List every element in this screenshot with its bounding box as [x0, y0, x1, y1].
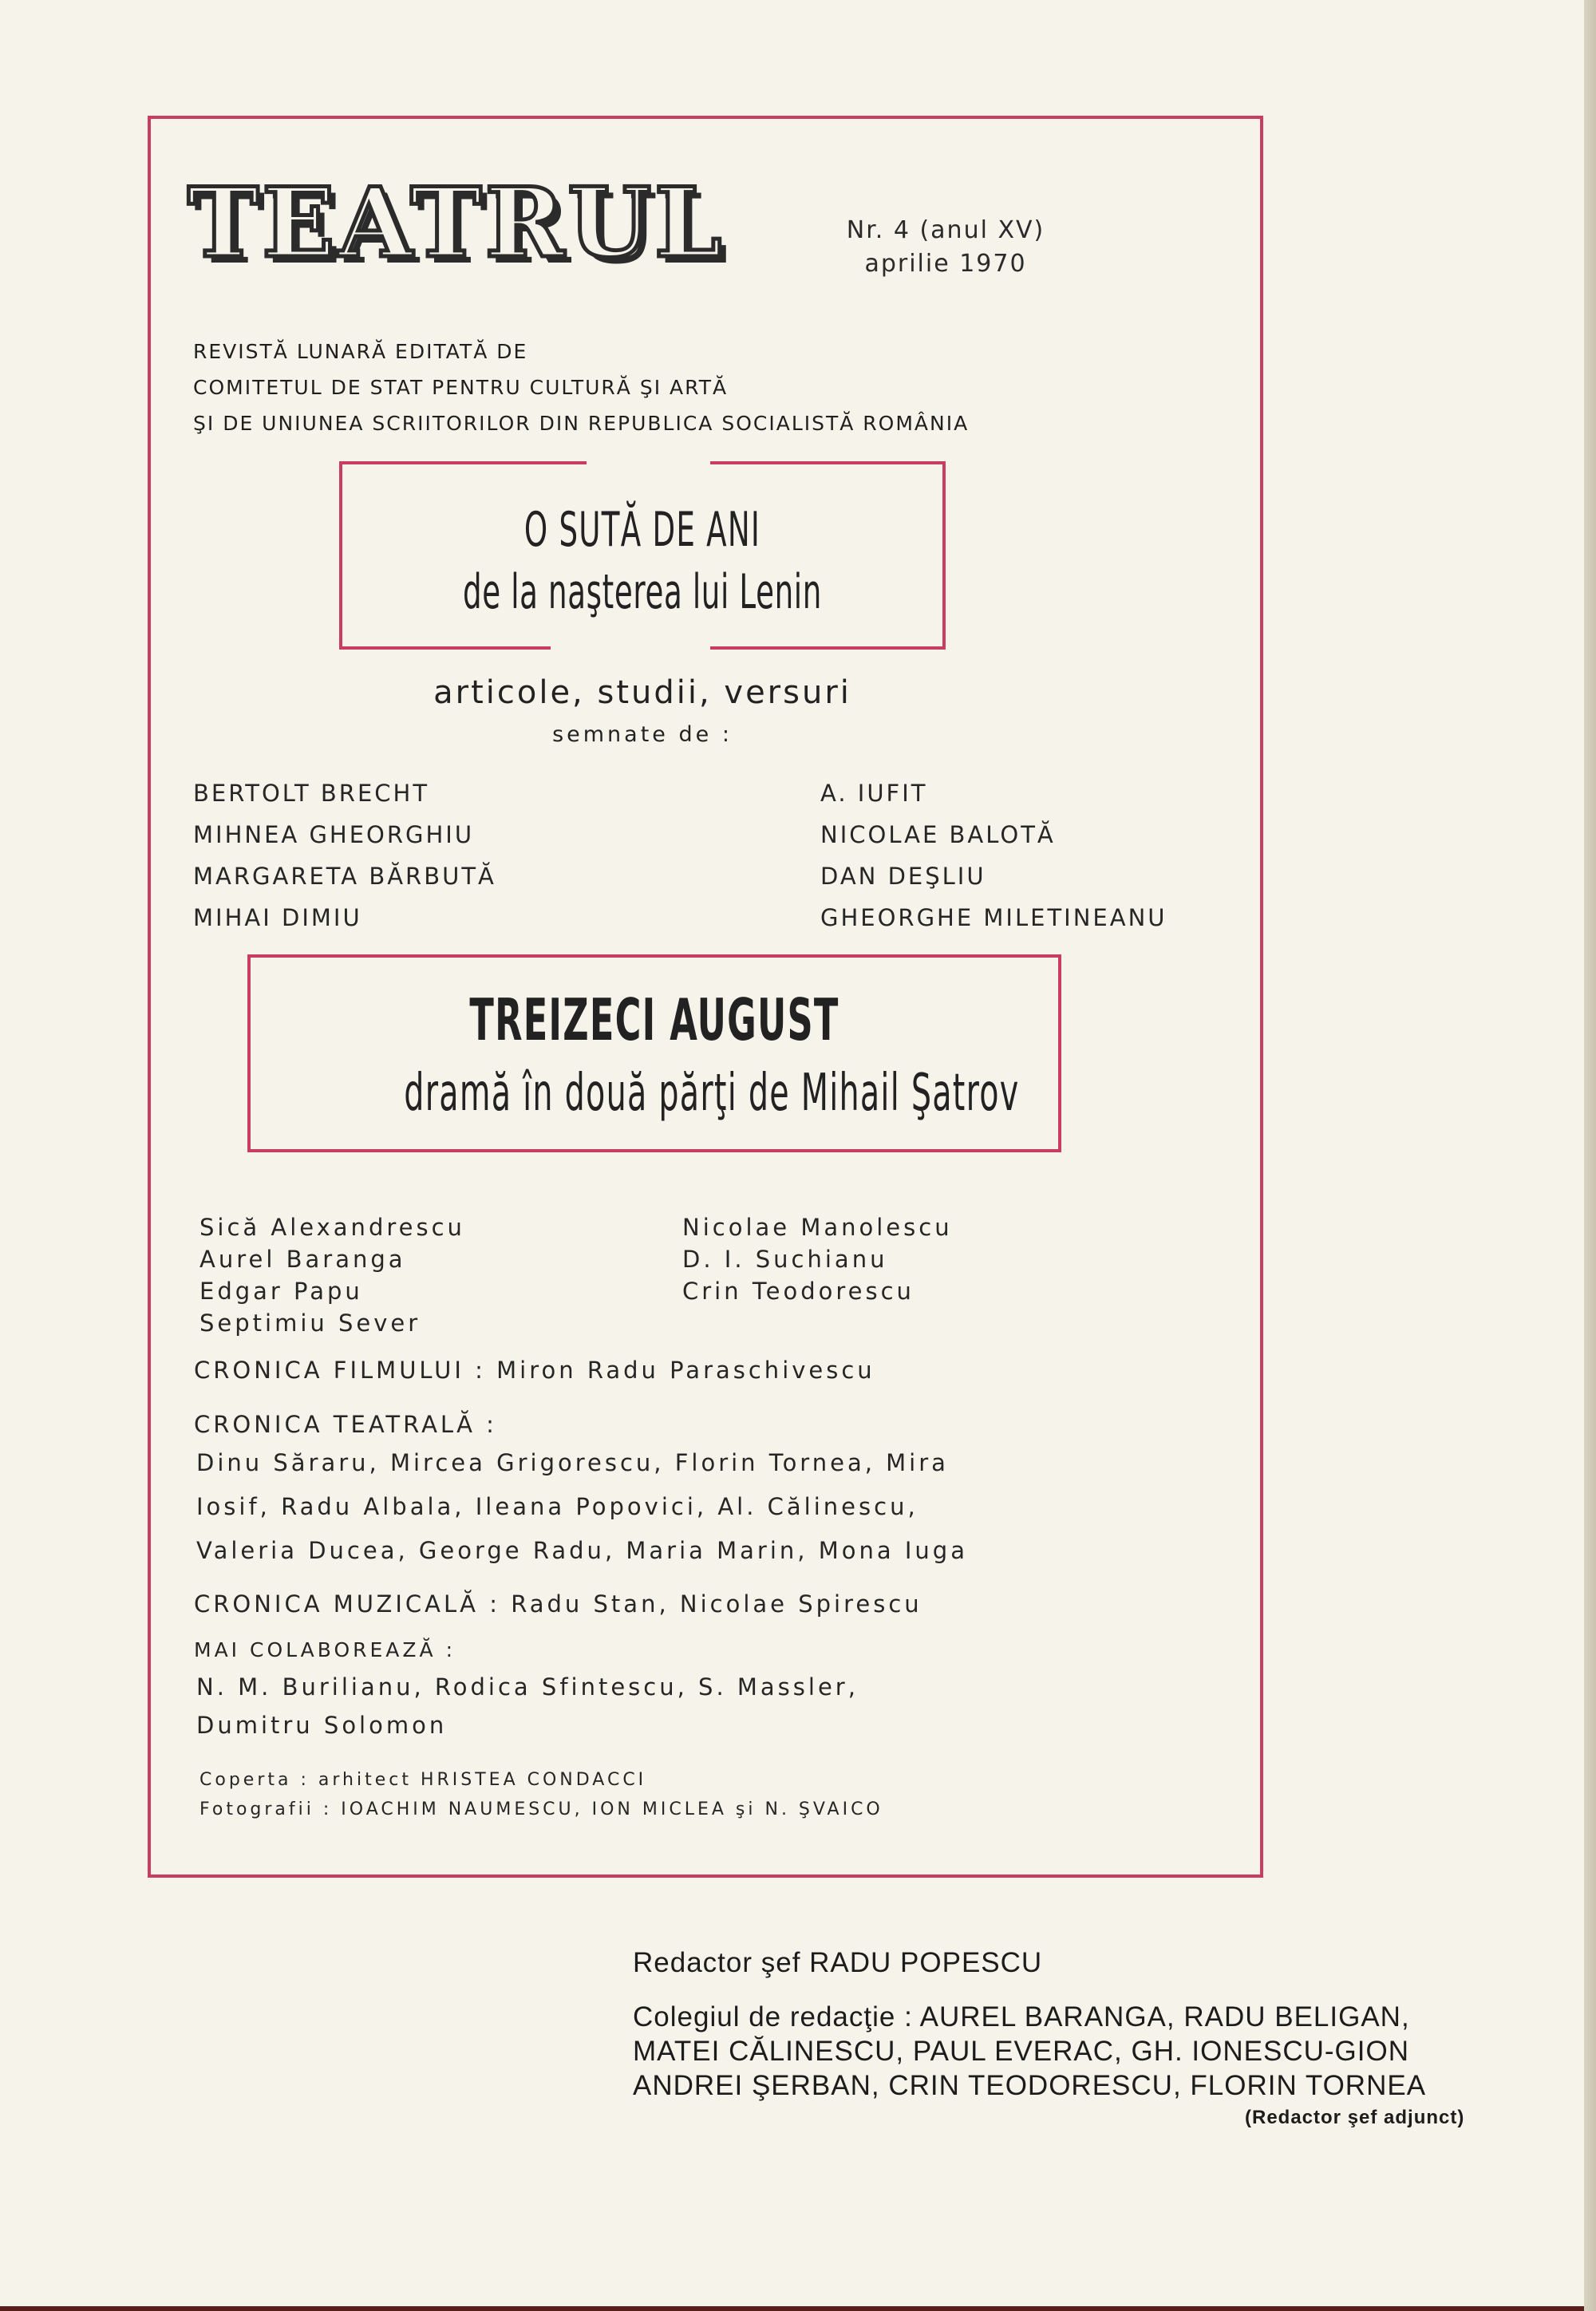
board-line: Colegiul de redacţie : AUREL BARANGA, RADU BELIGAN, — [633, 2001, 1410, 2032]
cover-credit: Coperta : arhitect HRISTEA CONDACCI — [200, 1770, 647, 1790]
music-chronicle: CRONICA MUZICALĂ : Radu Stan, Nicolae Spirescu — [194, 1590, 922, 1618]
also-contribute-names — [196, 1668, 859, 1744]
contributors-right — [682, 1211, 953, 1307]
contributor-name: D. I. Suchianu — [682, 1246, 888, 1273]
chronicle-line: Dinu Săraru, Mircea Grigorescu, Florin Tornea, Mira — [196, 1449, 949, 1476]
author-name: DAN DEŞLIU — [820, 863, 986, 890]
feature1-authors-right — [820, 772, 1167, 938]
contributor-name: Septimiu Sever — [200, 1310, 421, 1337]
issue-date: aprilie 1970 — [864, 250, 1027, 278]
feature2-subtitle: dramă în două părţi de Mihail Şatrov — [404, 1064, 1020, 1123]
page-edge — [1584, 0, 1596, 2311]
feature1-authors-left — [193, 772, 496, 938]
contributor-name: Nicolae Manolescu — [682, 1214, 953, 1241]
feature1-kind-text: articole, studii, versuri — [433, 674, 851, 711]
photo-credit: Fotografii : IOACHIM NAUMESCU, ION MICLEA şi N. ŞVAICO — [200, 1799, 883, 1819]
issue-number: Nr. 4 (anul XV) — [846, 216, 1045, 244]
contributor-name: Crin Teodorescu — [682, 1278, 915, 1305]
logo-text: TEATRUL — [188, 167, 725, 279]
feature1-signed-by: semnate de : — [552, 722, 733, 747]
box1-top-gap — [587, 460, 710, 466]
contributor-line: N. M. Burilianu, Rodica Sfintescu, S. Massler, — [196, 1673, 859, 1701]
editorial-board — [633, 2000, 1426, 2103]
author-name: NICOLAE BALOTĂ — [820, 821, 1056, 848]
board-line: ANDREI ŞERBAN, CRIN TEODORESCU, FLORIN TORNEA — [633, 2070, 1427, 2101]
publisher-block — [193, 334, 969, 441]
feature1-title: O SUTĂ DE ANI — [523, 502, 761, 558]
chronicle-line: Iosif, Radu Albala, Ileana Popovici, Al. Călinescu, — [196, 1493, 918, 1520]
board-line: MATEI CĂLINESCU, PAUL EVERAC, GH. IONESCU-GION — [633, 2036, 1410, 2067]
contributor-name: Edgar Papu — [200, 1278, 363, 1305]
contributor-line: Dumitru Solomon — [196, 1712, 448, 1739]
feature2-box — [247, 954, 1061, 1152]
author-name: GHEORGHE MILETINEANU — [820, 904, 1167, 931]
publisher-line: COMITETUL DE STAT PENTRU CULTURĂ ŞI ARTĂ — [193, 376, 729, 399]
author-name: A. IUFIT — [820, 780, 928, 807]
theatre-chronicle-heading: CRONICA TEATRALĂ : — [194, 1411, 497, 1438]
issue-info — [814, 214, 1077, 281]
deputy-editor-note: (Redactor şef adjunct) — [1245, 2107, 1465, 2128]
feature1-subtitle: de la naşterea lui Lenin — [463, 564, 822, 620]
contributor-name: Sică Alexandrescu — [200, 1214, 465, 1241]
publisher-line: REVISTĂ LUNARĂ EDITATĂ DE — [193, 340, 528, 363]
masthead-logo — [188, 164, 762, 291]
theatre-chronicle-authors — [196, 1441, 968, 1573]
author-name: BERTOLT BRECHT — [193, 780, 430, 807]
box1-bottom-gap — [551, 643, 710, 650]
author-name: MARGARETA BĂRBUTĂ — [193, 863, 496, 890]
feature1-box — [339, 461, 946, 650]
contributors-left — [200, 1211, 465, 1339]
chronicle-line: Valeria Ducea, George Radu, Maria Marin, Mona Iuga — [196, 1537, 968, 1564]
editor-in-chief: Redactor şef RADU POPESCU — [633, 1947, 1043, 1978]
author-name: MIHAI DIMIU — [193, 904, 362, 931]
film-chronicle: CRONICA FILMULUI : Miron Radu Paraschivescu — [194, 1357, 875, 1384]
also-contribute-heading: MAI COLABOREAZĂ : — [194, 1638, 456, 1661]
publisher-line: ŞI DE UNIUNEA SCRIITORILOR DIN REPUBLICA SOCIALISTĂ ROMÂNIA — [193, 412, 970, 435]
feature2-title: TREIZECI AUGUST — [469, 986, 839, 1053]
author-name: MIHNEA GHEORGHIU — [193, 821, 475, 848]
contributor-name: Aurel Baranga — [200, 1246, 406, 1273]
